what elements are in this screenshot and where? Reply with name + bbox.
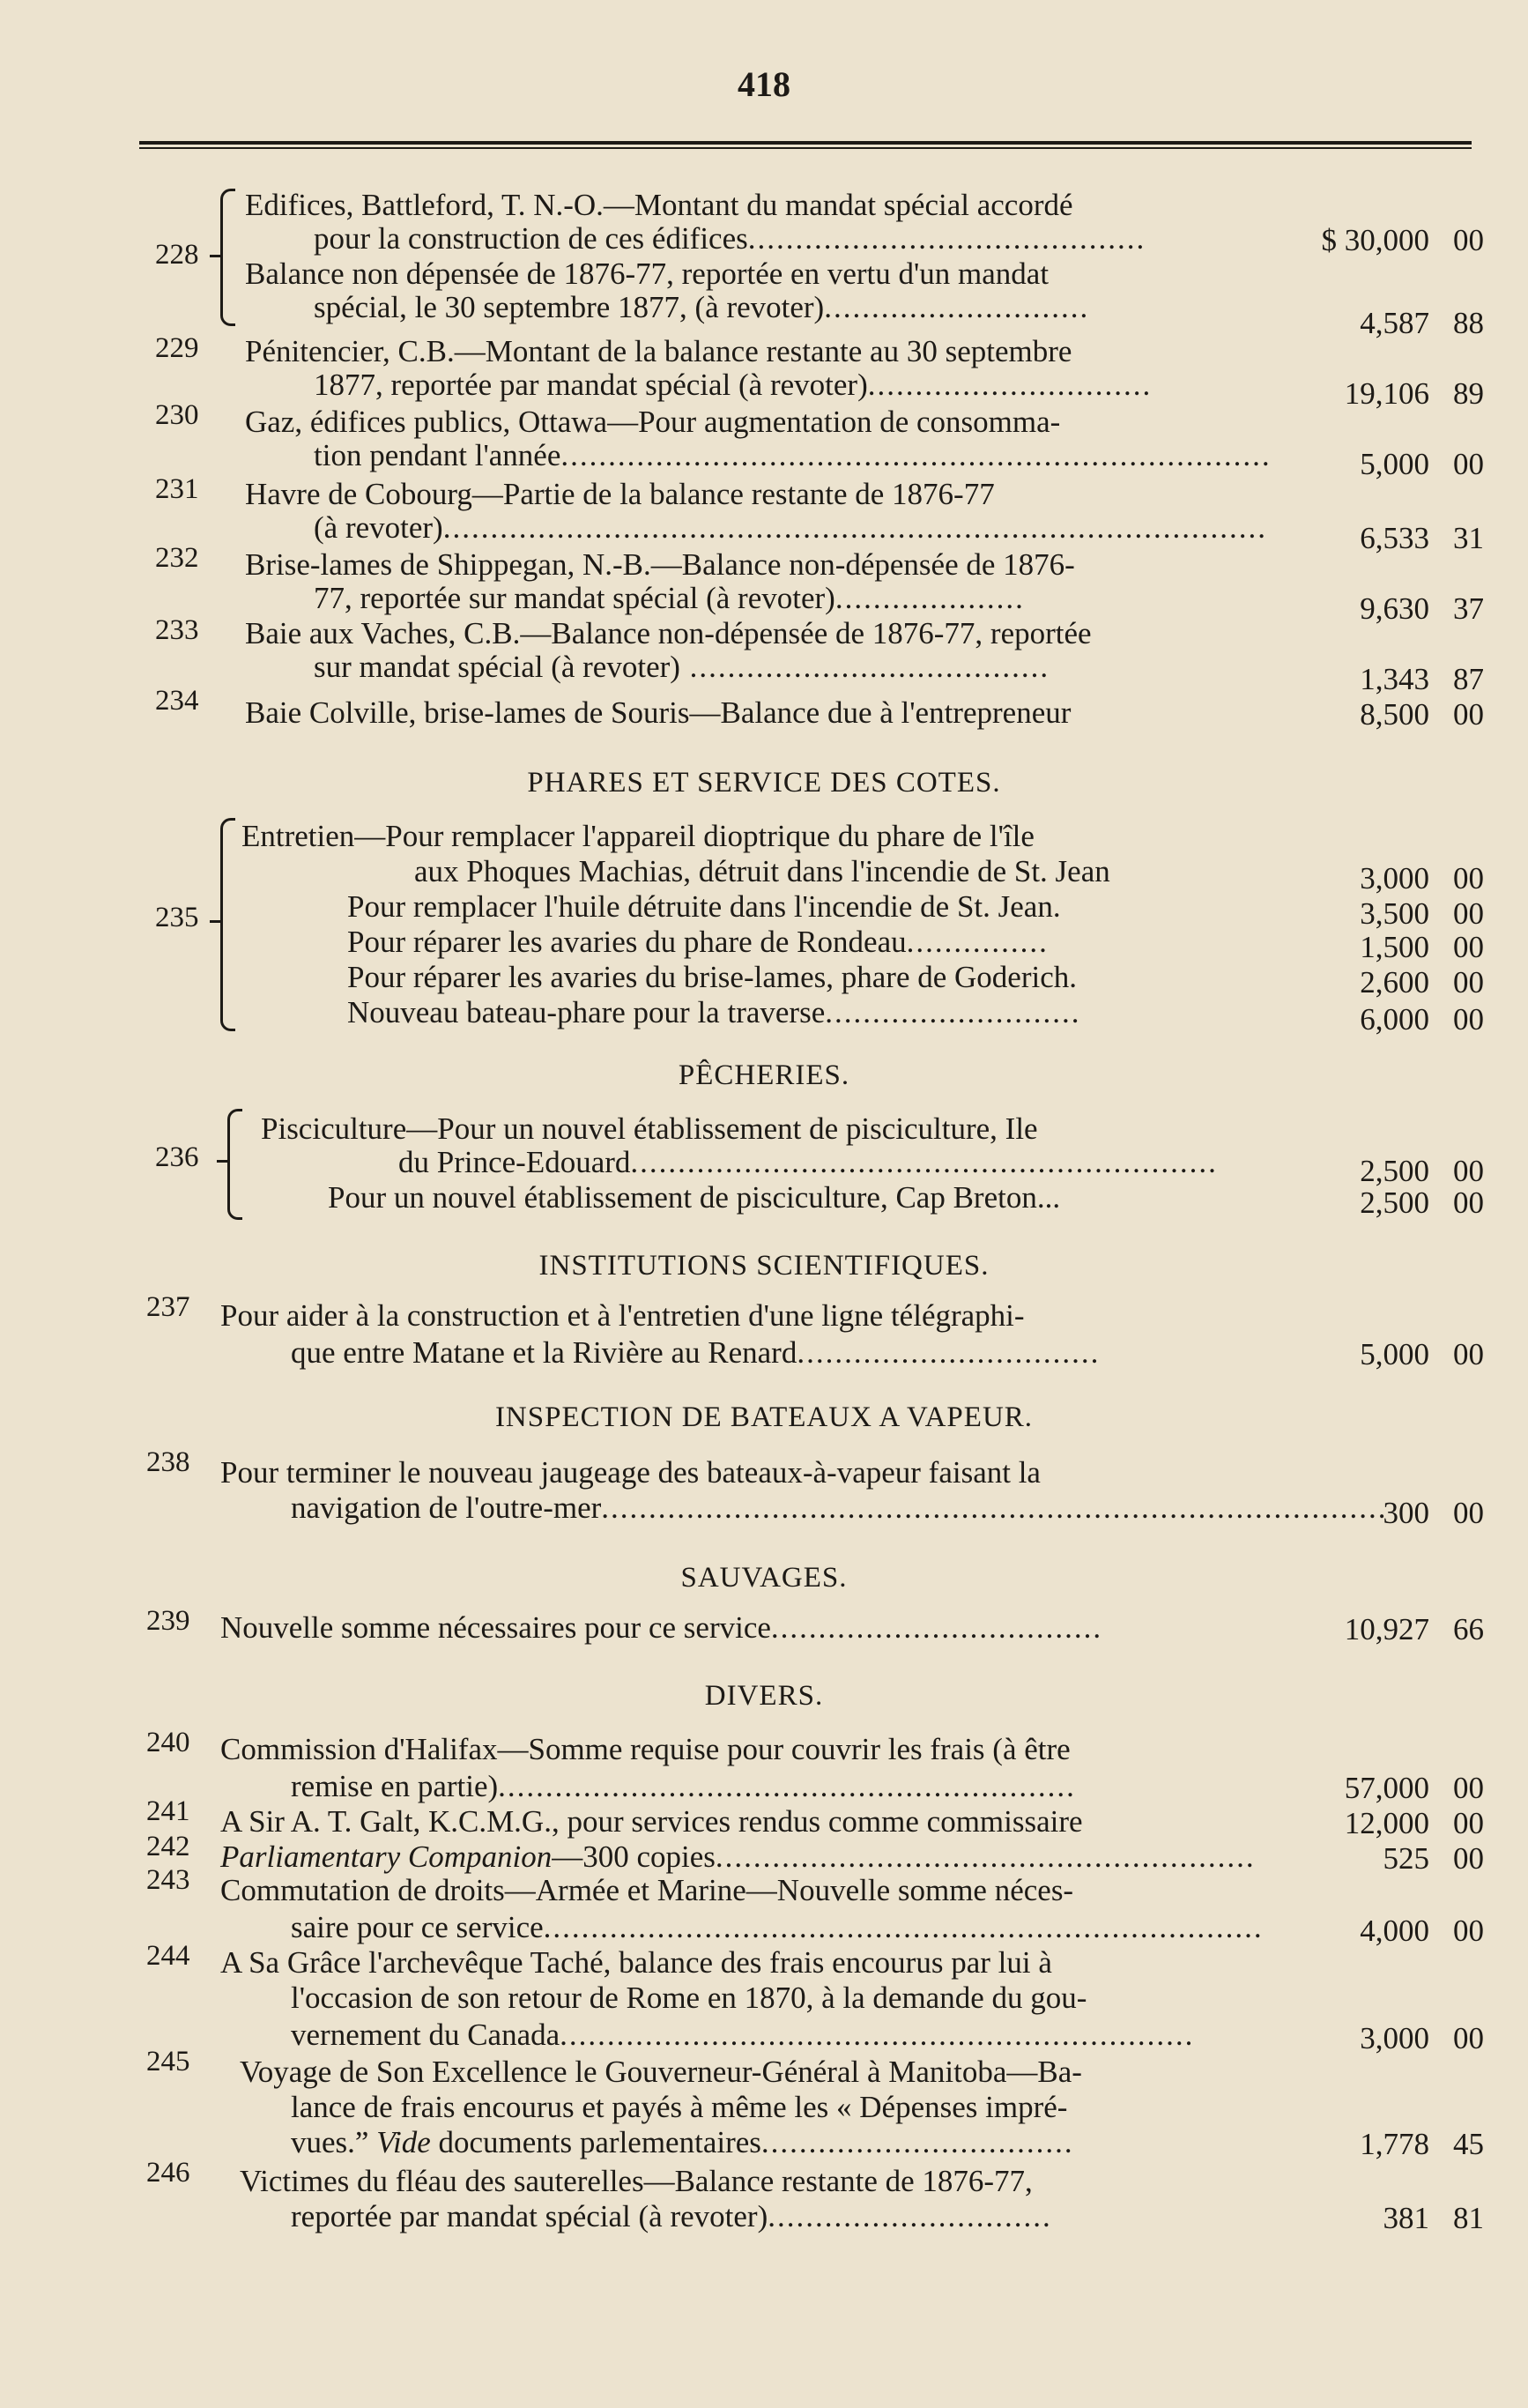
item-243-text-2: saire pour ce service: [291, 1910, 544, 1944]
item-235-line-6: Nouveau bateau-phare pour la traverse...........................: [347, 995, 1081, 1029]
item-number-232: 232: [155, 542, 199, 574]
item-number-236: 236: [155, 1141, 199, 1173]
amount-cents: 66: [1453, 1612, 1484, 1646]
item-245-line-3: vues.” Vide documents parlementaires.................................: [291, 2125, 1074, 2159]
item-245-line-1: Voyage de Son Excellence le Gouverneur-Général à Manitoba—Ba-: [240, 2055, 1082, 2089]
brace-228-tick: [210, 255, 220, 257]
item-246-line-2: reportée par mandat spécial (à revoter)..............................: [291, 2199, 1052, 2233]
item-234-line-1: Baie Colville, brise-lames de Souris—Balance due à l'entrepreneur: [245, 695, 1072, 730]
brace-236: [227, 1109, 242, 1220]
amount-cents: 00: [1453, 697, 1484, 732]
amount-dollars: 1,778: [1360, 2127, 1429, 2161]
item-230-line-2: tion pendant l'année...........................................................................: [314, 438, 1272, 472]
amount-dollars: 3,500: [1360, 896, 1429, 931]
amount-236-b: [1280, 1186, 1484, 1220]
item-235-line-1: Entretien—Pour remplacer l'appareil dioptrique du phare de l'île: [241, 819, 1035, 853]
amount-dollars: 9,630: [1360, 591, 1429, 626]
item-235-line-3: Pour remplacer l'huile détruite dans l'incendie de St. Jean.: [347, 889, 1061, 924]
item-240-line-2: remise en partie).............................................................: [291, 1769, 1076, 1803]
item-245-text-3a: vues.”: [291, 2125, 369, 2159]
item-232-text-2: 77, reportée sur mandat spécial (à revoter): [314, 581, 835, 615]
item-229-line-2: 1877, reportée par mandat spécial (à revoter)..............................: [314, 368, 1153, 402]
amount-dollars: 6,000: [1360, 1002, 1429, 1037]
item-235-line-5: Pour réparer les avaries du brise-lames, phare de Goderich.: [347, 960, 1077, 994]
amount-231: [1280, 522, 1484, 555]
amount-cents: 00: [1453, 1496, 1484, 1530]
item-233-line-1: Baie aux Vaches, C.B.—Balance non-dépensée de 1876-77, reportée: [245, 616, 1092, 650]
amount-dollars: 2,600: [1360, 965, 1429, 1000]
item-number-239: 239: [146, 1605, 190, 1637]
item-228-text-4: spécial, le 30 septembre 1877, (à revoter): [314, 290, 825, 324]
amount-cents: 81: [1453, 2201, 1484, 2235]
item-230-text-2: tion pendant l'année: [314, 438, 561, 472]
amount-228-b: [1280, 307, 1484, 340]
item-number-245: 245: [146, 2046, 190, 2077]
amount-cents: 00: [1453, 965, 1484, 1000]
amount-237: [1280, 1338, 1484, 1371]
brace-235-tick: [210, 920, 220, 923]
amount-dollars: 300: [1383, 1496, 1429, 1530]
amount-dollars: 1,500: [1360, 930, 1429, 964]
amount-242: [1280, 1842, 1484, 1876]
amount-dollars: 4,000: [1360, 1914, 1429, 1948]
amount-cents: 87: [1453, 662, 1484, 696]
item-number-238: 238: [146, 1446, 190, 1478]
item-245-text-3b: documents parlementaires: [438, 2125, 761, 2159]
amount-dollars: 10,927: [1344, 1612, 1429, 1646]
item-243-line-2: saire pour ce service............................................................................: [291, 1910, 1264, 1944]
item-number-243: 243: [146, 1864, 190, 1896]
item-240-line-1: Commission d'Halifax—Somme requise pour couvrir les frais (à être: [220, 1732, 1071, 1766]
amount-dollars: 381: [1383, 2201, 1429, 2235]
item-228-line-3: Balance non dépensée de 1876-77, reportée en vertu d'un mandat: [245, 256, 1050, 291]
section-heading-institutions: INSTITUTIONS SCIENTIFIQUES.: [538, 1250, 990, 1282]
item-number-233: 233: [155, 614, 199, 646]
item-233-line-2: sur mandat spécial (à revoter) ......................................: [314, 650, 1050, 684]
amount-cents: 00: [1453, 2021, 1484, 2055]
section-heading-divers: DIVERS.: [704, 1680, 824, 1712]
amount-cents: 89: [1453, 376, 1484, 411]
item-244-text-3: vernement du Canada: [291, 2018, 560, 2052]
amount-dollars: 3,000: [1360, 861, 1429, 896]
item-242-text-1: —300 copies: [552, 1839, 716, 1874]
amount-240: [1280, 1772, 1484, 1805]
item-245-italic-vide: Vide: [376, 2125, 431, 2159]
item-230-line-1: Gaz, édifices publics, Ottawa—Pour augmentation de consomma-: [245, 405, 1061, 439]
item-242-line-1: Parliamentary Companion—300 copies.........................................................: [220, 1839, 1256, 1874]
item-239-line-1: Nouvelle somme nécessaires pour ce service...................................: [220, 1610, 1103, 1645]
item-number-231: 231: [155, 473, 199, 505]
amount-dollars: 12,000: [1344, 1806, 1429, 1840]
item-number-240: 240: [146, 1727, 190, 1758]
amount-cents: 00: [1453, 1914, 1484, 1948]
item-number-242: 242: [146, 1831, 190, 1862]
item-231-line-2: (à revoter).......................................................................................: [314, 510, 1267, 545]
item-246-line-1: Victimes du fléau des sauterelles—Balance restante de 1876-77,: [240, 2164, 1033, 2198]
item-236-line-3: Pour un nouvel établissement de pisciculture, Cap Breton...: [328, 1180, 1061, 1215]
amount-230: [1280, 448, 1484, 481]
item-number-234: 234: [155, 685, 199, 717]
amount-dollars: 57,000: [1344, 1771, 1429, 1805]
amount-235-e: [1280, 1003, 1484, 1037]
item-228-line-1: Edifices, Battleford, T. N.-O.—Montant du mandat spécial accordé: [245, 188, 1073, 222]
amount-233: [1280, 663, 1484, 696]
amount-dollars: 5,000: [1360, 447, 1429, 481]
item-235-line-2: aux Phoques Machias, détruit dans l'incendie de St. Jean: [414, 854, 1110, 888]
item-228-text-2: pour la construction de ces édifices: [314, 221, 748, 256]
section-heading-sauvages: SAUVAGES.: [680, 1562, 848, 1594]
item-229-line-1: Pénitencier, C.B.—Montant de la balance restante au 30 septembre: [245, 334, 1072, 368]
amount-cents: 00: [1453, 1806, 1484, 1840]
item-235-text-6: Nouveau bateau-phare pour la traverse: [347, 995, 826, 1029]
item-231-text-2: (à revoter): [314, 510, 443, 545]
amount-241: [1280, 1807, 1484, 1840]
item-number-229: 229: [155, 332, 199, 364]
item-number-241: 241: [146, 1795, 190, 1827]
amount-cents: 00: [1453, 930, 1484, 964]
item-228-line-2: pour la construction de ces édifices..........................................: [314, 221, 1146, 256]
amount-239: [1280, 1613, 1484, 1646]
item-number-246: 246: [146, 2157, 190, 2189]
amount-228-a: [1280, 224, 1484, 257]
page-number: 418: [738, 64, 790, 104]
item-242-italic-title: Parliamentary Companion: [220, 1839, 553, 1874]
section-heading-pecheries: PÊCHERIES.: [678, 1059, 850, 1091]
item-238-line-2: navigation de l'outre-mer...................................................................................: [291, 1490, 1388, 1525]
amount-235-d: [1280, 966, 1484, 1000]
amount-dollars: 525: [1383, 1841, 1429, 1876]
brace-235: [220, 818, 235, 1031]
amount-dollars: 1,343: [1360, 662, 1429, 696]
item-235-line-4: Pour réparer les avaries du phare de Rondeau...............: [347, 925, 1049, 959]
amount-cents: 00: [1453, 1185, 1484, 1220]
item-238-line-1: Pour terminer le nouveau jaugeage des bateaux-à-vapeur faisant la: [220, 1455, 1041, 1490]
amount-dollars: 19,106: [1344, 376, 1429, 411]
item-number-230: 230: [155, 399, 199, 431]
item-236-text-2: du Prince-Edouard: [398, 1145, 631, 1179]
amount-dollars: 2,500: [1360, 1185, 1429, 1220]
amount-cents: 31: [1453, 521, 1484, 555]
amount-dollars: 3,000: [1360, 2021, 1429, 2055]
item-239-text-1: Nouvelle somme nécessaires pour ce service: [220, 1610, 771, 1645]
item-232-line-1: Brise-lames de Shippegan, N.-B.—Balance non-dépensée de 1876-: [245, 547, 1075, 582]
amount-dollars: 8,500: [1360, 697, 1429, 732]
amount-cents: 00: [1453, 447, 1484, 481]
item-number-235: 235: [155, 902, 199, 933]
amount-cents: 00: [1453, 1337, 1484, 1371]
amount-235-a: [1280, 862, 1484, 896]
amount-dollars: 5,000: [1360, 1337, 1429, 1371]
brace-228: [220, 189, 235, 326]
amount-238: [1280, 1497, 1484, 1530]
amount-229: [1280, 377, 1484, 411]
item-245-line-2: lance de frais encourus et payés à même les « Dépenses impré-: [291, 2090, 1068, 2124]
item-236-line-2: du Prince-Edouard..............................................................: [398, 1145, 1218, 1179]
item-number-237: 237: [146, 1291, 190, 1323]
amount-cents: 45: [1453, 2127, 1484, 2161]
amount-cents: 00: [1453, 896, 1484, 931]
amount-cents: 37: [1453, 591, 1484, 626]
amount-dollars: 6,533: [1360, 521, 1429, 555]
amount-dollars: $ 30,000: [1321, 223, 1429, 257]
item-number-228: 228: [155, 239, 199, 271]
item-232-line-2: 77, reportée sur mandat spécial (à revoter)....................: [314, 581, 1025, 615]
amount-dollars: 2,500: [1360, 1154, 1429, 1188]
item-236-line-1: Pisciculture—Pour un nouvel établissement de pisciculture, Ile: [261, 1111, 1038, 1146]
brace-236-tick: [217, 1160, 227, 1163]
amount-cents: 00: [1453, 1154, 1484, 1188]
amount-243: [1280, 1914, 1484, 1948]
item-240-text-2: remise en partie): [291, 1769, 499, 1803]
item-243-line-1: Commutation de droits—Armée et Marine—Nouvelle somme néces-: [220, 1873, 1074, 1907]
amount-cents: 00: [1453, 1771, 1484, 1805]
amount-244: [1280, 2022, 1484, 2055]
amount-cents: 00: [1453, 223, 1484, 257]
section-heading-phares: PHARES ET SERVICE DES COTES.: [527, 767, 1001, 799]
amount-246: [1280, 2202, 1484, 2235]
item-244-line-3: vernement du Canada...................................................................: [291, 2018, 1195, 2052]
item-235-text-4: Pour réparer les avaries du phare de Rondeau: [347, 925, 907, 959]
amount-232: [1280, 592, 1484, 626]
item-237-text-2: que entre Matane et la Rivière au Renard: [291, 1335, 797, 1370]
amount-245: [1280, 2128, 1484, 2161]
item-246-text-2: reportée par mandat spécial (à revoter): [291, 2199, 768, 2233]
item-233-text-2: sur mandat spécial (à revoter): [314, 650, 680, 684]
amount-235-c: [1280, 931, 1484, 964]
section-heading-inspection: INSPECTION DE BATEAUX A VAPEUR.: [494, 1401, 1034, 1433]
amount-cents: 00: [1453, 1841, 1484, 1876]
amount-cents: 88: [1453, 306, 1484, 340]
amount-dollars: 4,587: [1360, 306, 1429, 340]
item-237-line-1: Pour aider à la construction et à l'entretien d'une ligne télégraphi-: [220, 1298, 1025, 1333]
item-231-line-1: Havre de Cobourg—Partie de la balance restante de 1876-77: [245, 477, 995, 511]
amount-cents: 00: [1453, 1002, 1484, 1037]
item-244-line-1: A Sa Grâce l'archevêque Taché, balance des frais encourus par lui à: [220, 1945, 1052, 1980]
amount-236-a: [1280, 1155, 1484, 1188]
item-number-244: 244: [146, 1940, 190, 1972]
item-238-text-2: navigation de l'outre-mer: [291, 1490, 602, 1525]
amount-cents: 00: [1453, 861, 1484, 896]
item-237-line-2: que entre Matane et la Rivière au Renard................................: [291, 1335, 1101, 1370]
item-241-line-1: A Sir A. T. Galt, K.C.M.G., pour services rendus comme commissaire: [220, 1804, 1083, 1839]
amount-235-b: [1280, 897, 1484, 931]
header-rule: [139, 141, 1472, 149]
amount-234: [1280, 698, 1484, 732]
item-228-line-4: spécial, le 30 septembre 1877, (à revoter)............................: [314, 290, 1090, 324]
item-244-line-2: l'occasion de son retour de Rome en 1870, à la demande du gou-: [291, 1981, 1087, 2015]
item-229-text-2: 1877, reportée par mandat spécial (à revoter): [314, 368, 868, 402]
